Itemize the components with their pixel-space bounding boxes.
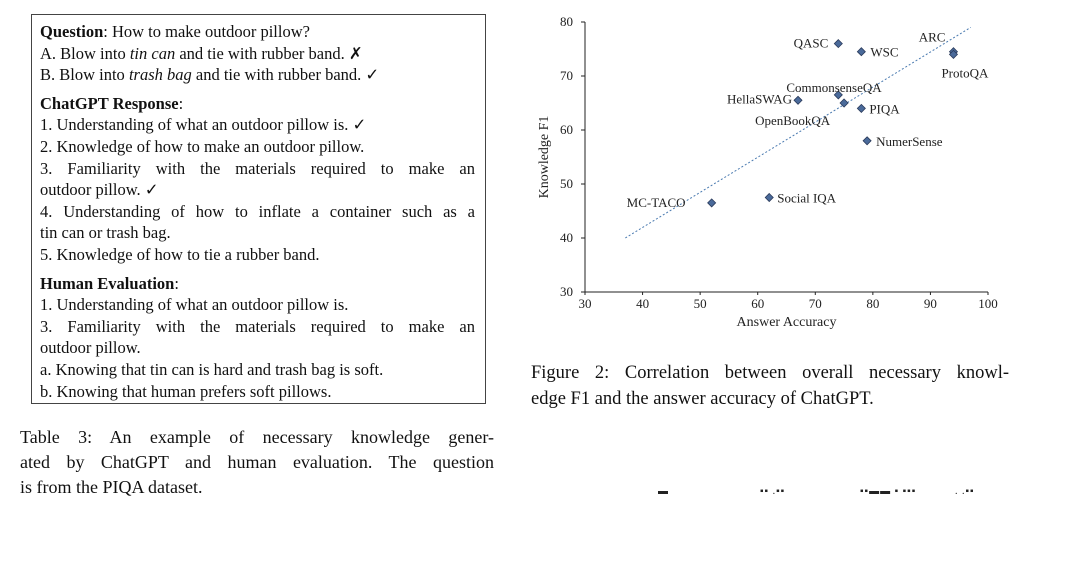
point-label: NumerSense [876,133,943,149]
y-tick-label: 50 [560,176,573,191]
point-label: QASC [793,35,829,51]
data-point [857,104,865,112]
response-item: 4. Understanding of how to inflate a container such as a [40,201,475,221]
x-tick-label: 90 [923,296,937,311]
scan-artifact: . .▪▪ [955,486,975,497]
y-tick-label: 60 [560,122,573,137]
y-axis-title: Knowledge F1 [537,115,552,199]
human-item: 1. Understanding of what an outdoor pillow is. [40,295,349,315]
scatter-chart [520,8,1020,348]
point-label: WSC [870,44,899,60]
x-tick-label: 30 [578,296,592,311]
question-line: Question: How to make outdoor pillow? [40,22,310,41]
x-tick-label: 100 [978,296,998,311]
human-item: a. Knowing that tin can is hard and trash bag is soft. [40,359,384,379]
x-tick-label: 70 [808,296,822,311]
response-heading: ChatGPT Response: [40,93,184,113]
y-tick-label: 30 [560,284,573,299]
data-point [863,137,871,145]
point-label: PIQA [869,101,900,117]
x-tick-label: 50 [693,296,707,311]
x-tick-label: 80 [866,296,880,311]
figure-caption: Figure 2: Correlation between overall necessary knowl- edge F1 and the answer accuracy of ChatGPT. [531,363,1009,409]
data-point [857,48,865,56]
data-point [834,40,842,48]
data-point [765,194,773,202]
scan-artifact: ▪▪▬▬ ▪ ▪▪▪ [860,486,917,497]
scan-artifact: ▪▪ .▪▪ [760,486,786,497]
point-label: MC-TACO [626,194,686,210]
human-item: b. Knowing that human prefers soft pillows. [40,381,332,401]
response-item: 5. Knowledge of how to tie a rubber band. [40,244,320,264]
response-item: 1. Understanding of what an outdoor pillow is. ✓ [40,115,367,135]
x-tick-label: 40 [636,296,650,311]
check-mark-icon: ✓ [365,65,380,85]
response-item: tin can or trash bag. [40,223,171,243]
response-item: 2. Knowledge of how to make an outdoor pillow. [40,136,365,156]
data-point [794,96,802,104]
response-item: outdoor pillow. ✓ [40,180,159,200]
option-b: B. Blow into trash bag and tie with rubber band. ✓ [40,65,380,85]
option-a: A. Blow into tin can and tie with rubber band. ✗ [40,43,363,63]
point-label: ProtoQA [941,65,989,81]
human-item: 3. Familiarity with the materials required to make an [40,316,475,336]
point-label: HellaSWAG [727,91,793,107]
point-label: CommonsenseQA [786,79,882,95]
table-caption: Table 3: An example of necessary knowledge gener- ated by ChatGPT and human evaluation. The question is from the PIQA dataset. [20,427,494,497]
point-label: Social IQA [777,190,837,206]
x-tick-label: 60 [751,296,765,311]
scan-artifact: ▬ [658,486,669,497]
data-point [708,199,716,207]
point-label: OpenBookQA [755,113,831,128]
human-eval-heading: Human Evaluation: [40,273,179,293]
y-tick-label: 40 [560,230,573,245]
y-tick-label: 80 [560,14,573,29]
example-table-box [31,14,486,404]
point-label: ARC [918,29,946,45]
cross-mark-icon: ✗ [348,43,363,63]
y-tick-label: 70 [560,68,573,83]
response-item: 3. Familiarity with the materials required to make an [40,158,475,178]
x-axis-title: Answer Accuracy [736,315,837,330]
human-item: outdoor pillow. [40,338,141,358]
